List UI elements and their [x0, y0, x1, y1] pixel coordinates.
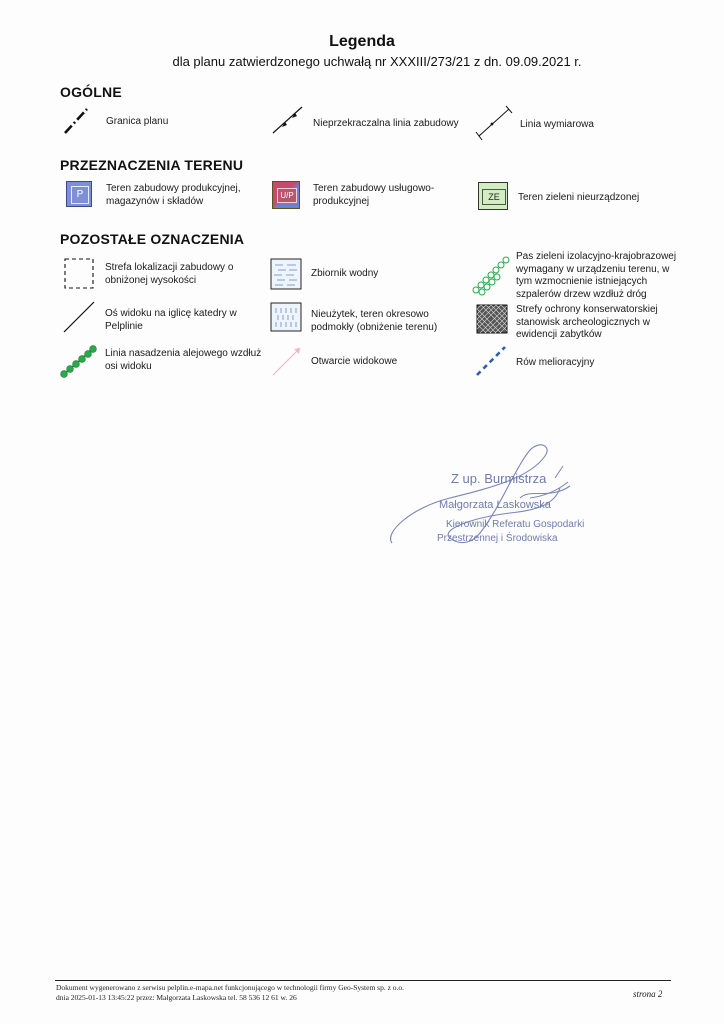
section-heading-ogolne: OGÓLNE [60, 84, 122, 100]
zone-ze-code: ZE [482, 189, 506, 205]
zone-ze-symbol [478, 182, 508, 210]
legend-label-nieuzytek [311, 309, 437, 334]
legend-label-otwarcie: Otwarcie widokowe [311, 356, 398, 367]
legend-label-up-line1: Teren zabudowy usługowo- [313, 183, 435, 194]
legend-label-nasadzenia-line1: Linia nasadzenia alejowego wzdłuż [105, 348, 262, 359]
legend-subtitle: dla planu zatwierdzonego uchwałą nr XXXIII/273/21 z dn. 09.09.2021 r. [172, 54, 582, 69]
legend-title: Legenda [329, 33, 395, 50]
footer-line1: Dokument wygenerowano z serwisu pelplin.e-mapa.net funkcjonującego w technologii firmy Geo-System sp. z o.o. [56, 983, 405, 992]
legend-label-up [313, 183, 434, 208]
section-heading-pozostale: POZOSTAŁE OZNACZENIA [60, 231, 245, 247]
stamp-line1: Z up. Burmistrza [451, 471, 547, 486]
legend-label-pas-line1: Pas zieleni izolacyjno-krajobrazowej [516, 251, 677, 262]
wasteland-wetland-icon [270, 302, 302, 332]
legend-label-pas-line2: wymagany w urządzeniu terenu, w [516, 263, 670, 275]
zone-p-symbol [66, 181, 92, 207]
legend-label-nieprzekraczalna: Nieprzekraczalna linia zabudowy [313, 118, 459, 129]
legend-label-linia-wymiarowa: Linia wymiarowa [520, 119, 594, 130]
legend-label-strefy-line3: ewidencji zabytków [516, 329, 602, 340]
legend-label-os-widoku [105, 308, 237, 333]
plan-boundary-icon [62, 106, 90, 136]
legend-label-strefy-line1: Strefy ochrony konserwatorskiej [516, 304, 658, 315]
legend-label-strefa-line2: obniżonej wysokości [105, 274, 197, 286]
stamp-line4: Przestrzennej i Środowiska [437, 533, 558, 544]
legend-label-p [106, 183, 241, 208]
legend-label-pas-line4: szpalerów drzew wzdłuż dróg [516, 288, 647, 300]
legend-label-p-line1: Teren zabudowy produkcyjnej, [106, 183, 241, 194]
footer-line2: dnia 2025-01-13 13:45:22 przez: Małgorzata Laskowska tel. 58 536 12 61 w. 26 [56, 993, 297, 1002]
legend-label-nasadzenia-line2: osi widoku [105, 360, 152, 372]
page-number: strona 2 [633, 989, 663, 999]
legend-label-zbiornik: Zbiornik wodny [311, 268, 379, 279]
legend-label-granica: Granica planu [106, 116, 169, 127]
legend-label-pas-line3: tym wzmocnienie istniejących [516, 276, 648, 287]
archaeological-zone-icon [476, 304, 508, 334]
building-line-icon [270, 104, 306, 136]
legend-label-os-line1: Oś widoku na iglicę katedry w [105, 308, 237, 319]
stamp-line3: Kierownik Referatu Gospodarki [446, 519, 585, 530]
legend-label-pas-zieleni [516, 251, 676, 301]
green-belt-icon [470, 252, 512, 296]
zone-up-symbol [272, 181, 300, 209]
zone-up-code: U/P [277, 188, 297, 203]
legend-label-up-line2: produkcyjnej [313, 195, 370, 207]
dimension-line-icon [474, 104, 514, 142]
legend-label-ze: Teren zieleni nieurządzonej [518, 192, 640, 203]
legend-label-nieuzytek-line2: podmokły (obniżenie terenu) [311, 321, 438, 333]
drainage-ditch-icon [474, 344, 508, 378]
legend-label-os-line2: Pelplinie [105, 320, 143, 332]
stamp-line2: Małgorzata Laskowska [439, 499, 551, 511]
avenue-planting-line-icon [58, 344, 98, 380]
legend-label-strefa-lokalizacji [105, 262, 233, 287]
zone-p-code: P [71, 186, 89, 204]
legend-label-nieuzytek-line1: Nieużytek, teren okresowo [311, 309, 429, 320]
legend-label-strefa-line1: Strefa lokalizacji zabudowy o [105, 262, 234, 273]
legend-label-strefy-line2: stanowisk archeologicznych w [516, 316, 650, 328]
water-reservoir-icon [270, 258, 302, 290]
footer-divider [55, 980, 671, 981]
legend-label-row: Rów melioracyjny [516, 357, 595, 368]
lowered-height-zone-icon [64, 258, 94, 290]
legend-label-strefy-ochrony [516, 304, 658, 342]
view-axis-icon [62, 300, 96, 334]
legend-label-linia-nasadzenia [105, 348, 261, 373]
legend-label-p-line2: magazynów i składów [106, 195, 204, 207]
view-opening-icon [270, 344, 304, 378]
section-heading-przeznaczenia: PRZEZNACZENIA TERENU [60, 157, 244, 173]
